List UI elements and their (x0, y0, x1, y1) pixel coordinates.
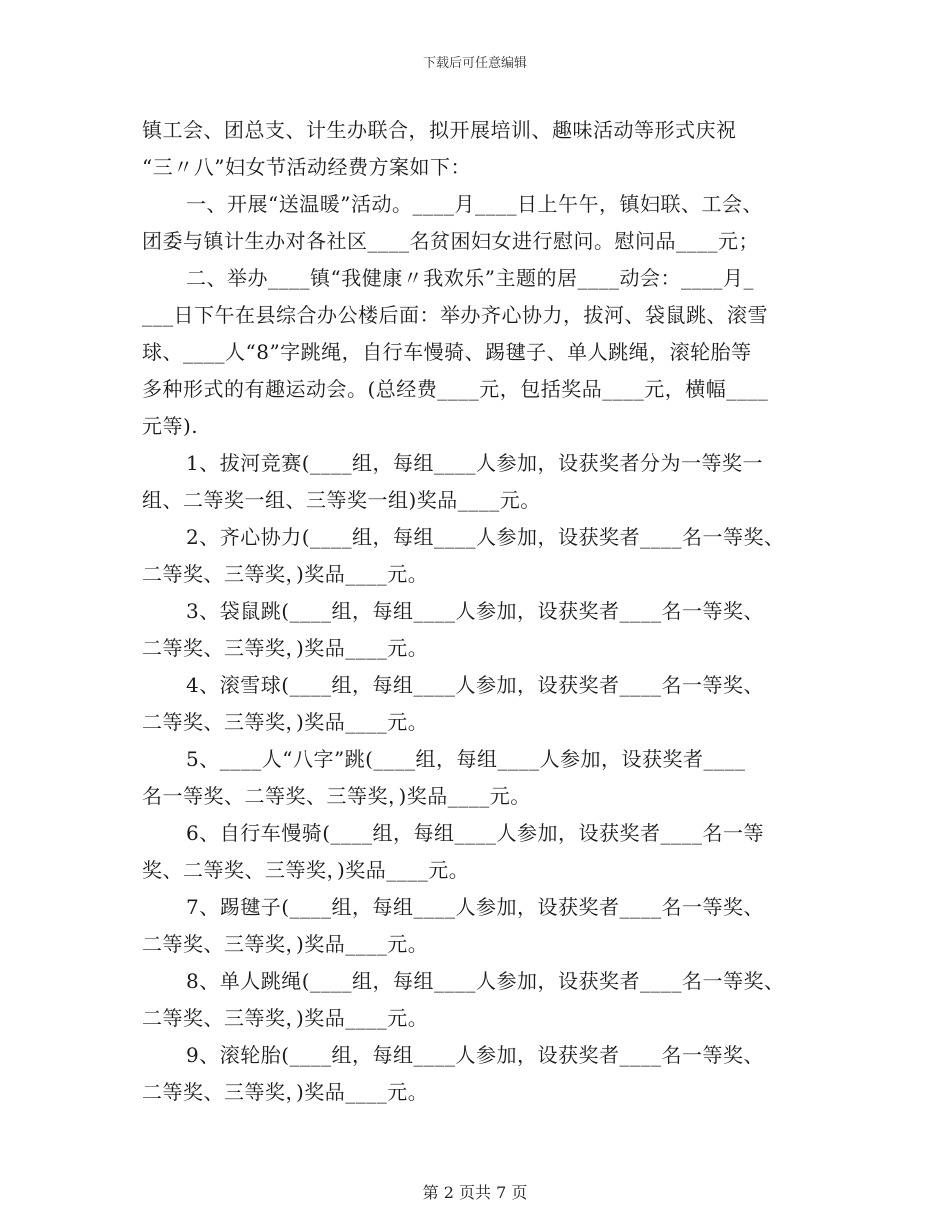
list-item-line: 1、拔河竞赛(____组，每组____人参加，设获奖者分为一等奖一 (186, 451, 764, 475)
paragraph-line: 元等). (142, 414, 199, 438)
list-item-line: 8、单人跳绳(____组，每组____人参加，设获奖者____名一等奖、 (186, 969, 785, 993)
document-body (142, 112, 810, 1111)
list-item-line: 2、齐心协力(____组，每组____人参加，设获奖者____名一等奖、 (186, 525, 785, 549)
paragraph-line: 团委与镇计生办对各社区____名贫困妇女进行慰问。慰问品____元； (142, 229, 759, 253)
list-item-line: 二等奖、三等奖，)奖品____元。 (142, 710, 429, 734)
paragraph-line: ___日下午在县综合办公楼后面：举办齐心协力，拔河、袋鼠跳、滚雪 (142, 303, 768, 327)
list-item-line: 4、滚雪球(____组，每组____人参加，设获奖者____名一等奖、 (186, 673, 765, 697)
list-item-line: 6、自行车慢骑(____组，每组____人参加，设获奖者____名一等 (186, 821, 765, 845)
list-item-line: 5、____人“八字”跳(____组，每组____人参加，设获奖者____ (186, 747, 746, 771)
page-number-footer: 第 2 页共 7 页 (422, 1183, 528, 1202)
list-item-line: 二等奖、三等奖，)奖品____元。 (142, 636, 429, 660)
paragraph-line: 球、____人“8”字跳绳，自行车慢骑、踢毽子、单人跳绳，滚轮胎等 (142, 340, 752, 364)
list-item-line: 二等奖、三等奖，)奖品____元。 (142, 932, 429, 956)
paragraph-line: 镇工会、团总支、计生办联合，拟开展培训、趣味活动等形式庆祝 (142, 118, 737, 142)
list-item-line: 二等奖、三等奖，)奖品____元。 (142, 562, 429, 586)
page-header: 下载后可任意编辑 (422, 56, 527, 71)
list-item-line: 二等奖、三等奖，)奖品____元。 (142, 1080, 429, 1104)
paragraph-line: 多种形式的有趣运动会。(总经费____元，包括奖品____元，横幅____ (142, 377, 769, 401)
list-item-line: 9、滚轮胎(____组，每组____人参加，设获奖者____名一等奖、 (186, 1043, 765, 1067)
list-item-line: 7、踢毽子(____组，每组____人参加，设获奖者____名一等奖、 (186, 895, 765, 919)
list-item-line: 3、袋鼠跳(____组，每组____人参加，设获奖者____名一等奖、 (186, 599, 765, 623)
list-item-line: 二等奖、三等奖，)奖品____元。 (142, 1006, 429, 1030)
paragraph-line: 一、开展“送温暖”活动。____月____日上午午，镇妇联、工会、 (186, 192, 763, 216)
list-item-line: 组、二等奖一组、三等奖一组)奖品____元。 (142, 488, 541, 512)
paragraph-line: “三〃八”妇女节活动经费方案如下： (142, 155, 471, 179)
list-item-line: 名一等奖、二等奖、三等奖，)奖品____元。 (142, 784, 531, 808)
list-item-line: 奖、二等奖、三等奖，)奖品____元。 (142, 858, 470, 882)
paragraph-line: 二、举办____镇“我健康〃我欢乐”主题的居____动会：____月_ (186, 266, 754, 290)
